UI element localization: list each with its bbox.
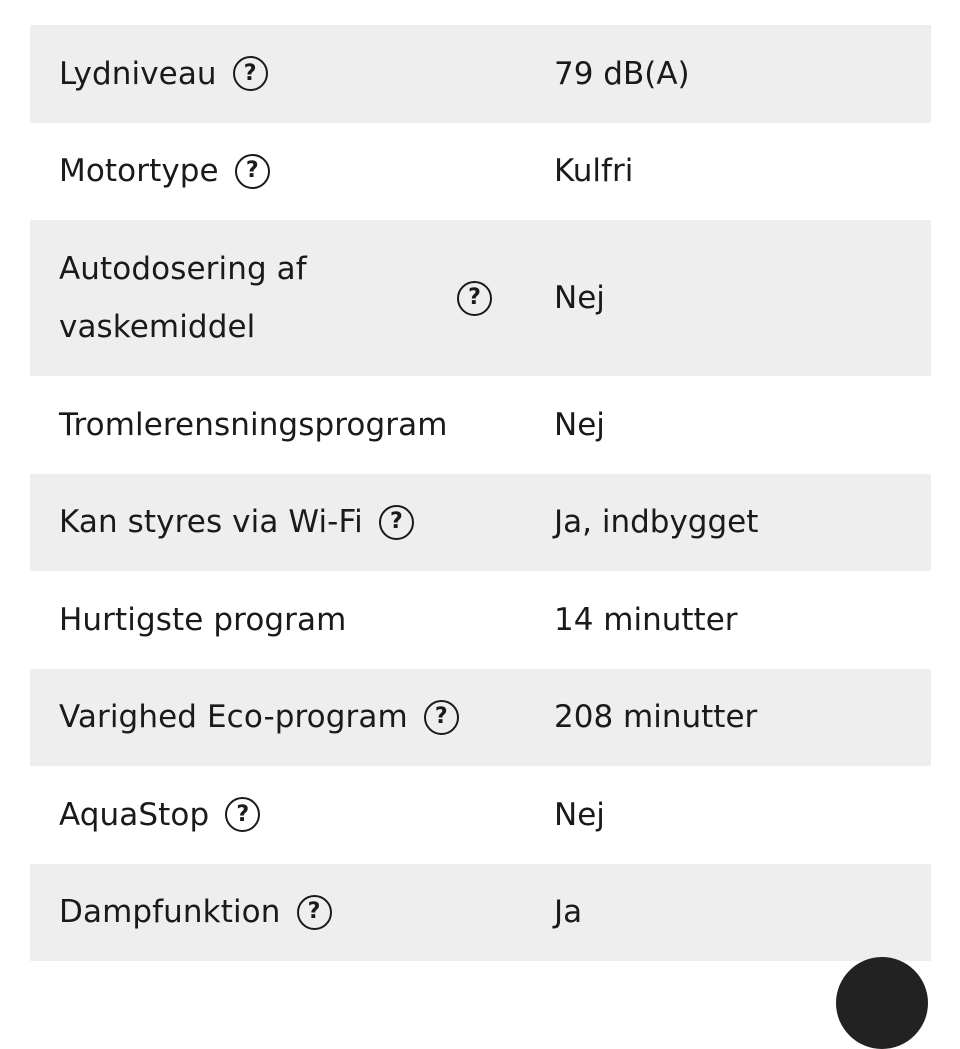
spec-value: Ja, indbygget — [554, 504, 759, 541]
spec-label: AquaStop — [59, 796, 210, 833]
question-circle-icon[interactable]: ? — [457, 281, 492, 316]
spec-label: Varighed Eco-program — [59, 699, 408, 736]
spec-label: Kan styres via Wi-Fi — [59, 504, 363, 541]
question-circle-icon[interactable]: ? — [233, 56, 268, 91]
spec-value: Ja — [554, 894, 583, 931]
spec-row-lydniveau — [30, 25, 931, 123]
question-circle-icon[interactable]: ? — [424, 700, 459, 735]
spec-row-aquastop — [30, 766, 931, 864]
spec-row-dampfunktion — [30, 864, 931, 962]
spec-label: Motortype — [59, 153, 219, 190]
spec-value: 208 minutter — [554, 699, 758, 736]
question-circle-icon[interactable]: ? — [235, 154, 270, 189]
spec-label: Tromlerensningsprogram — [59, 406, 448, 443]
spec-label: Hurtigste program — [59, 601, 347, 638]
question-circle-icon[interactable]: ? — [297, 895, 332, 930]
spec-row-motortype — [30, 123, 931, 221]
spec-value: Nej — [554, 796, 605, 833]
spec-label: Dampfunktion — [59, 894, 281, 931]
spec-label: Autodosering af vaskemiddel — [59, 251, 307, 345]
spec-row-tromlerensning — [30, 376, 931, 474]
spec-value: Nej — [554, 406, 605, 443]
spec-row-autodosering — [30, 220, 931, 376]
spec-row-eco-program — [30, 669, 931, 767]
spec-value: Kulfri — [554, 153, 634, 190]
question-circle-icon[interactable]: ? — [225, 797, 260, 832]
spec-table — [30, 25, 931, 961]
spec-label: Lydniveau — [59, 55, 217, 92]
spec-row-wifi — [30, 474, 931, 572]
floating-action-button[interactable] — [836, 957, 928, 1049]
spec-value: 14 minutter — [554, 601, 738, 638]
spec-value: 79 dB(A) — [554, 55, 690, 92]
spec-value: Nej — [554, 280, 605, 316]
spec-row-hurtigste-program — [30, 571, 931, 669]
question-circle-icon[interactable]: ? — [379, 505, 414, 540]
